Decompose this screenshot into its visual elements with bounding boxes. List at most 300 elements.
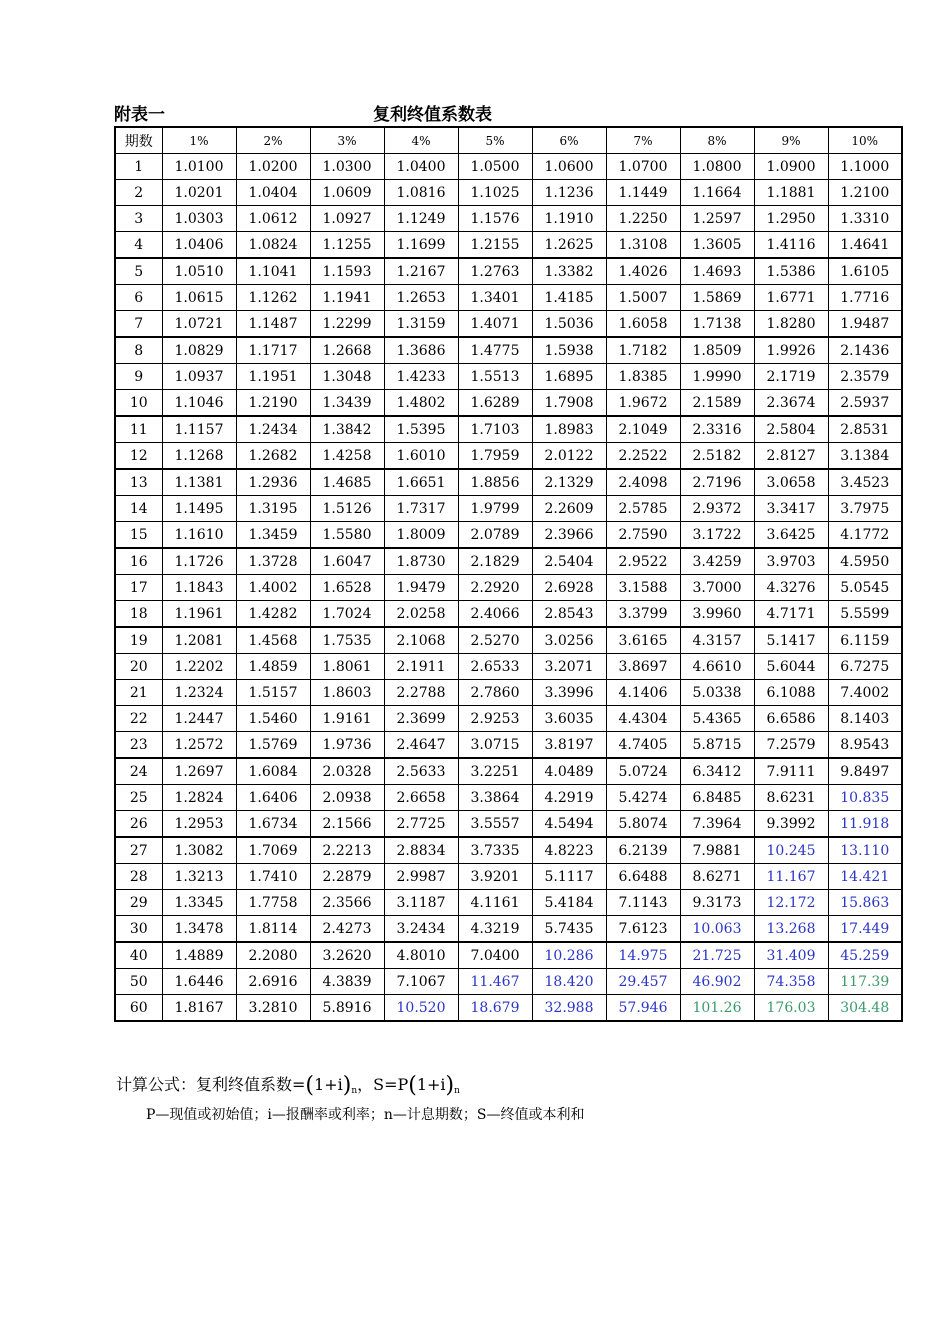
factor-cell: 3.1187 [384,890,458,916]
table-row [115,942,902,969]
period-cell: 12 [115,443,162,470]
factor-cell: 8.6271 [680,864,754,890]
period-cell: 40 [115,942,162,969]
factor-cell: 7.0400 [458,942,532,969]
factor-cell: 1.8983 [532,416,606,443]
factor-cell: 2.2080 [236,942,310,969]
factor-cell: 1.1262 [236,285,310,311]
factor-cell: 4.5950 [828,548,902,575]
factor-cell: 2.1829 [458,548,532,575]
factor-cell: 1.2697 [162,758,236,785]
factor-cell: 2.3316 [680,416,754,443]
factor-cell: 1.3108 [606,232,680,259]
factor-cell: 1.8603 [310,680,384,706]
period-cell: 6 [115,285,162,311]
table-header-row [115,127,902,154]
factor-cell: 2.6658 [384,785,458,811]
factor-cell: 1.0721 [162,311,236,338]
factor-cell: 2.2920 [458,575,532,601]
factor-cell: 1.8061 [310,654,384,680]
period-cell: 16 [115,548,162,575]
factor-cell: 1.6734 [236,811,310,838]
factor-cell: 1.1593 [310,258,384,285]
factor-cell: 1.6771 [754,285,828,311]
factor-cell: 3.6425 [754,522,828,549]
factor-cell: 1.7103 [458,416,532,443]
factor-cell: 12.172 [754,890,828,916]
factor-cell: 3.7975 [828,496,902,522]
factor-cell: 1.0201 [162,180,236,206]
factor-cell: 1.2950 [754,206,828,232]
factor-cell: 18.420 [532,969,606,995]
factor-cell: 1.7959 [458,443,532,470]
factor-cell: 1.2597 [680,206,754,232]
factor-cell: 3.2434 [384,916,458,943]
factor-cell: 1.5395 [384,416,458,443]
factor-cell: 2.9987 [384,864,458,890]
factor-cell: 1.2202 [162,654,236,680]
factor-cell: 1.2167 [384,258,458,285]
factor-cell: 31.409 [754,942,828,969]
table-row [115,758,902,785]
factor-cell: 1.1610 [162,522,236,549]
factor-cell: 6.7275 [828,654,902,680]
factor-cell: 5.4365 [680,706,754,732]
period-cell: 4 [115,232,162,259]
column-header-rate: 10% [828,127,902,154]
factor-cell: 2.6928 [532,575,606,601]
factor-cell: 1.1881 [754,180,828,206]
factor-cell: 1.5126 [310,496,384,522]
factor-cell: 2.4273 [310,916,384,943]
period-cell: 22 [115,706,162,732]
factor-cell: 3.8697 [606,654,680,680]
factor-cell: 5.8715 [680,732,754,759]
factor-cell: 3.9201 [458,864,532,890]
factor-cell: 1.1717 [236,337,310,364]
factor-cell: 1.3605 [680,232,754,259]
factor-cell: 2.8543 [532,601,606,628]
table-row [115,522,902,549]
factor-cell: 1.9672 [606,390,680,417]
factor-cell: 1.6084 [236,758,310,785]
factor-cell: 7.2579 [754,732,828,759]
formula-exponent-2: n [454,1086,460,1096]
factor-cell: 1.6406 [236,785,310,811]
factor-cell: 1.1381 [162,469,236,496]
table-row [115,232,902,259]
factor-cell: 1.5769 [236,732,310,759]
factor-cell: 1.3082 [162,837,236,864]
factor-cell: 1.1025 [458,180,532,206]
factor-cell: 1.4233 [384,364,458,390]
factor-cell: 1.5157 [236,680,310,706]
factor-cell: 2.5785 [606,496,680,522]
factor-cell: 2.0789 [458,522,532,549]
period-cell: 13 [115,469,162,496]
factor-cell: 1.3159 [384,311,458,338]
factor-cell: 4.3839 [310,969,384,995]
period-cell: 60 [115,995,162,1022]
future-value-factor-table [114,126,903,1022]
factor-cell: 6.1088 [754,680,828,706]
factor-cell: 2.9522 [606,548,680,575]
table-row [115,995,902,1022]
factor-cell: 3.0256 [532,627,606,654]
factor-cell: 1.4568 [236,627,310,654]
factor-cell: 6.6488 [606,864,680,890]
factor-cell: 8.6231 [754,785,828,811]
factor-cell: 5.0338 [680,680,754,706]
factor-cell: 1.7716 [828,285,902,311]
factor-cell: 1.7024 [310,601,384,628]
factor-cell: 1.4802 [384,390,458,417]
factor-cell: 2.1911 [384,654,458,680]
factor-cell: 1.4889 [162,942,236,969]
factor-cell: 2.6916 [236,969,310,995]
factor-cell: 1.1449 [606,180,680,206]
period-cell: 18 [115,601,162,628]
factor-cell: 2.7860 [458,680,532,706]
factor-cell: 7.9111 [754,758,828,785]
factor-cell: 1.6010 [384,443,458,470]
factor-cell: 1.5580 [310,522,384,549]
factor-cell: 1.2625 [532,232,606,259]
factor-cell: 7.1067 [384,969,458,995]
factor-cell: 1.3213 [162,864,236,890]
factor-cell: 6.1159 [828,627,902,654]
factor-cell: 7.9881 [680,837,754,864]
factor-cell: 8.1403 [828,706,902,732]
column-header-rate: 1% [162,127,236,154]
factor-cell: 1.6895 [532,364,606,390]
factor-cell: 57.946 [606,995,680,1022]
factor-cell: 117.39 [828,969,902,995]
factor-cell: 9.3992 [754,811,828,838]
factor-cell: 1.0609 [310,180,384,206]
factor-cell: 4.2919 [532,785,606,811]
factor-cell: 5.1117 [532,864,606,890]
factor-cell: 5.5599 [828,601,902,628]
factor-cell: 1.3842 [310,416,384,443]
factor-cell: 6.8485 [680,785,754,811]
factor-cell: 1.2936 [236,469,310,496]
factor-cell: 2.5633 [384,758,458,785]
factor-cell: 11.167 [754,864,828,890]
factor-cell: 1.8509 [680,337,754,364]
factor-cell: 3.6165 [606,627,680,654]
factor-cell: 1.4026 [606,258,680,285]
factor-cell: 1.4641 [828,232,902,259]
period-cell: 10 [115,390,162,417]
table-row [115,864,902,890]
factor-cell: 1.2763 [458,258,532,285]
table-row [115,811,902,838]
factor-cell: 3.5557 [458,811,532,838]
factor-cell: 14.975 [606,942,680,969]
period-cell: 50 [115,969,162,995]
factor-cell: 3.1588 [606,575,680,601]
factor-cell: 1.7317 [384,496,458,522]
table-row [115,469,902,496]
period-cell: 3 [115,206,162,232]
table-row [115,654,902,680]
factor-cell: 1.5007 [606,285,680,311]
period-cell: 27 [115,837,162,864]
period-cell: 9 [115,364,162,390]
factor-cell: 1.2572 [162,732,236,759]
formula-prefix: 计算公式：复利终值系数= [116,1075,306,1094]
factor-cell: 2.7725 [384,811,458,838]
factor-cell: 5.0724 [606,758,680,785]
factor-cell: 1.7535 [310,627,384,654]
factor-cell: 17.449 [828,916,902,943]
factor-cell: 1.5869 [680,285,754,311]
factor-cell: 1.1726 [162,548,236,575]
factor-cell: 3.9703 [754,548,828,575]
factor-cell: 3.3996 [532,680,606,706]
factor-cell: 4.6610 [680,654,754,680]
column-header-rate: 6% [532,127,606,154]
table-row [115,443,902,470]
factor-cell: 1.1951 [236,364,310,390]
factor-cell: 1.0612 [236,206,310,232]
period-cell: 30 [115,916,162,943]
factor-cell: 2.1719 [754,364,828,390]
factor-cell: 4.8010 [384,942,458,969]
factor-cell: 1.2299 [310,311,384,338]
factor-cell: 1.0900 [754,154,828,180]
factor-cell: 2.5270 [458,627,532,654]
factor-cell: 1.4071 [458,311,532,338]
table-row [115,837,902,864]
table-row [115,337,902,364]
factor-cell: 1.2324 [162,680,236,706]
factor-cell: 1.2081 [162,627,236,654]
factor-cell: 5.4274 [606,785,680,811]
factor-cell: 1.3345 [162,890,236,916]
factor-cell: 3.7000 [680,575,754,601]
factor-cell: 1.7410 [236,864,310,890]
factor-cell: 1.6651 [384,469,458,496]
factor-cell: 29.457 [606,969,680,995]
factor-cell: 1.8856 [458,469,532,496]
factor-cell: 1.2100 [828,180,902,206]
factor-cell: 2.5404 [532,548,606,575]
factor-cell: 4.3219 [458,916,532,943]
factor-cell: 1.6289 [458,390,532,417]
factor-cell: 1.3478 [162,916,236,943]
formula-expr: 1+i [314,1075,343,1094]
factor-cell: 1.4693 [680,258,754,285]
formula-paren-close: ) [342,1073,352,1098]
factor-cell: 3.8197 [532,732,606,759]
factor-cell: 1.0510 [162,258,236,285]
factor-cell: 6.2139 [606,837,680,864]
factor-cell: 4.4304 [606,706,680,732]
factor-cell: 13.110 [828,837,902,864]
formula-paren-open-2: ( [408,1073,417,1098]
factor-cell: 2.5937 [828,390,902,417]
period-cell: 5 [115,258,162,285]
factor-cell: 1.3401 [458,285,532,311]
period-cell: 8 [115,337,162,364]
factor-cell: 1.0400 [384,154,458,180]
factor-cell: 1.8280 [754,311,828,338]
period-cell: 14 [115,496,162,522]
factor-cell: 1.4859 [236,654,310,680]
factor-cell: 1.1487 [236,311,310,338]
factor-cell: 5.8916 [310,995,384,1022]
table-body [115,154,902,1022]
factor-cell: 5.1417 [754,627,828,654]
table-row [115,154,902,180]
factor-cell: 1.4002 [236,575,310,601]
factor-cell: 1.1157 [162,416,236,443]
factor-cell: 1.3310 [828,206,902,232]
factor-cell: 1.5460 [236,706,310,732]
table-row [115,364,902,390]
factor-cell: 2.2213 [310,837,384,864]
factor-cell: 1.5513 [458,364,532,390]
factor-cell: 101.26 [680,995,754,1022]
factor-cell: 1.5036 [532,311,606,338]
period-cell: 25 [115,785,162,811]
period-cell: 28 [115,864,162,890]
table-row [115,548,902,575]
column-header-rate: 3% [310,127,384,154]
table-row [115,706,902,732]
factor-cell: 2.1049 [606,416,680,443]
factor-cell: 1.1961 [162,601,236,628]
formula-paren-close-2: ) [445,1073,455,1098]
factor-cell: 21.725 [680,942,754,969]
factor-cell: 1.2668 [310,337,384,364]
table-row [115,575,902,601]
table-row [115,180,902,206]
factor-cell: 2.0328 [310,758,384,785]
factor-cell: 1.7138 [680,311,754,338]
factor-cell: 46.902 [680,969,754,995]
factor-cell: 3.3864 [458,785,532,811]
factor-cell: 1.1041 [236,258,310,285]
factor-cell: 2.6533 [458,654,532,680]
factor-cell: 2.3674 [754,390,828,417]
factor-cell: 1.3459 [236,522,310,549]
factor-cell: 1.1046 [162,390,236,417]
page-title: 复利终值系数表 [373,105,492,125]
factor-cell: 304.48 [828,995,902,1022]
formula-expr-2: 1+i [416,1075,446,1094]
factor-cell: 1.1699 [384,232,458,259]
factor-cell: 1.1495 [162,496,236,522]
table-row [115,732,902,759]
factor-cell: 8.9543 [828,732,902,759]
factor-cell: 45.259 [828,942,902,969]
factor-cell: 1.5938 [532,337,606,364]
factor-cell: 2.5804 [754,416,828,443]
column-header-rate: 5% [458,127,532,154]
column-header-rate: 8% [680,127,754,154]
factor-cell: 1.2434 [236,416,310,443]
factor-cell: 1.3728 [236,548,310,575]
factor-cell: 1.2447 [162,706,236,732]
factor-cell: 176.03 [754,995,828,1022]
factor-cell: 2.1436 [828,337,902,364]
factor-cell: 1.6446 [162,969,236,995]
factor-cell: 2.8127 [754,443,828,470]
factor-cell: 2.7196 [680,469,754,496]
table-row [115,785,902,811]
factor-cell: 1.1000 [828,154,902,180]
factor-cell: 2.2522 [606,443,680,470]
period-cell: 24 [115,758,162,785]
factor-cell: 1.2682 [236,443,310,470]
factor-cell: 2.7590 [606,522,680,549]
factor-cell: 5.0545 [828,575,902,601]
factor-cell: 2.3579 [828,364,902,390]
factor-cell: 1.0816 [384,180,458,206]
factor-cell: 18.679 [458,995,532,1022]
factor-cell: 1.9161 [310,706,384,732]
factor-cell: 3.4259 [680,548,754,575]
factor-cell: 1.8114 [236,916,310,943]
factor-cell: 1.3382 [532,258,606,285]
factor-cell: 1.1236 [532,180,606,206]
factor-cell: 1.9799 [458,496,532,522]
factor-cell: 1.4258 [310,443,384,470]
factor-cell: 32.988 [532,995,606,1022]
factor-cell: 2.1566 [310,811,384,838]
factor-cell: 1.3048 [310,364,384,390]
period-cell: 23 [115,732,162,759]
table-row [115,258,902,285]
period-cell: 21 [115,680,162,706]
period-cell: 29 [115,890,162,916]
factor-cell: 1.3195 [236,496,310,522]
factor-cell: 4.7405 [606,732,680,759]
factor-cell: 2.2788 [384,680,458,706]
factor-cell: 3.9960 [680,601,754,628]
table-row [115,206,902,232]
factor-cell: 1.1576 [458,206,532,232]
factor-cell: 3.2071 [532,654,606,680]
factor-cell: 1.0937 [162,364,236,390]
factor-cell: 1.0824 [236,232,310,259]
factor-cell: 1.1664 [680,180,754,206]
factor-cell: 1.2190 [236,390,310,417]
factor-cell: 1.0800 [680,154,754,180]
factor-cell: 4.1406 [606,680,680,706]
factor-cell: 3.7335 [458,837,532,864]
table-row [115,890,902,916]
factor-cell: 1.6058 [606,311,680,338]
factor-cell: 1.0615 [162,285,236,311]
factor-cell: 1.4775 [458,337,532,364]
table-row [115,416,902,443]
period-cell: 17 [115,575,162,601]
factor-cell: 1.4685 [310,469,384,496]
factor-cell: 4.1161 [458,890,532,916]
factor-cell: 1.6528 [310,575,384,601]
factor-cell: 1.1249 [384,206,458,232]
factor-cell: 3.2620 [310,942,384,969]
factor-cell: 1.7758 [236,890,310,916]
factor-cell: 6.3412 [680,758,754,785]
factor-cell: 2.4066 [458,601,532,628]
factor-cell: 1.8730 [384,548,458,575]
factor-cell: 4.8223 [532,837,606,864]
